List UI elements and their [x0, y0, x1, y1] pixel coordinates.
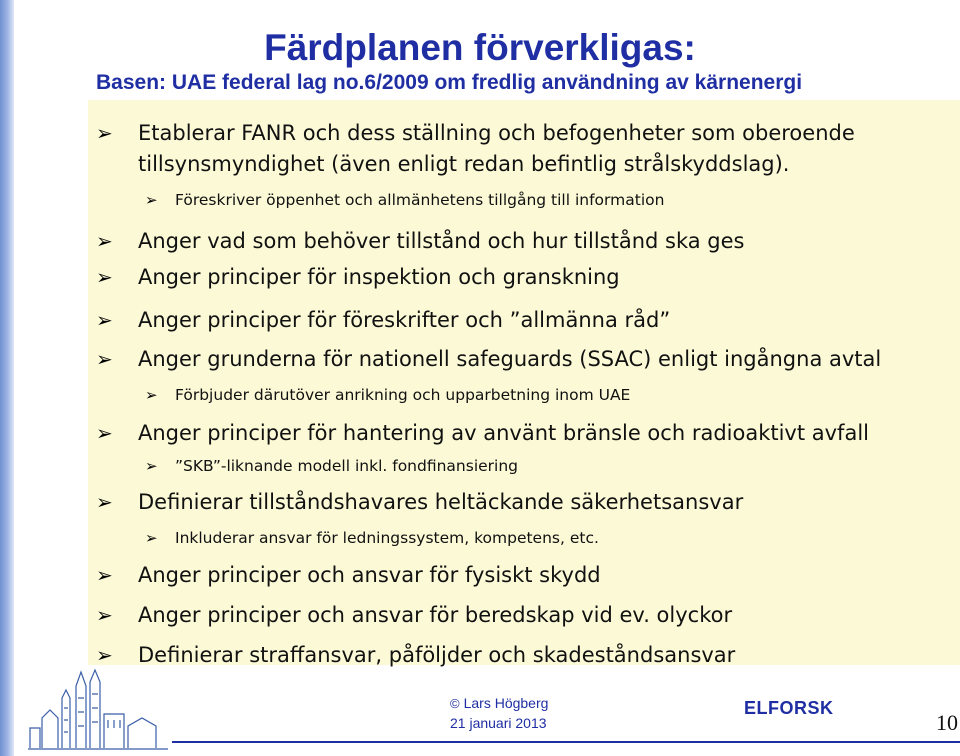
arrow-bullet-icon: ➢	[96, 643, 113, 667]
page-number: 10	[936, 710, 958, 735]
arrow-bullet-icon: ➢	[96, 308, 113, 332]
footer-divider	[172, 741, 960, 743]
bullet-text: Anger principer för föreskrifter och ”allmänna råd”	[138, 308, 671, 332]
bullet-text: Inkluderar ansvar för ledningssystem, kompetens, etc.	[175, 529, 599, 547]
arrow-bullet-icon: ➢	[145, 191, 158, 209]
arrow-bullet-icon: ➢	[96, 563, 113, 587]
arrow-bullet-icon: ➢	[96, 347, 113, 371]
slide-subtitle: Basen: UAE federal lag no.6/2009 om fredlig användning av kärnenergi	[96, 71, 803, 94]
bullet-text: Anger principer och ansvar för fysiskt skydd	[138, 563, 601, 587]
copyright-icon: ©	[450, 696, 460, 711]
bullet-text: Definierar straffansvar, påföljder och skadeståndsansvar	[138, 643, 736, 667]
arrow-bullet-icon: ➢	[96, 490, 113, 514]
bullet-text: Anger vad som behöver tillstånd och hur tillstånd ska ges	[138, 229, 745, 253]
arrow-bullet-icon: ➢	[145, 386, 158, 404]
bullet-text: Definierar tillståndshavares heltäckande säkerhetsansvar	[138, 490, 744, 514]
arrow-bullet-icon: ➢	[96, 603, 113, 627]
footer-author	[450, 695, 548, 711]
author-name: Lars Högberg	[463, 695, 549, 711]
bullet-text: Anger principer och ansvar för beredskap vid ev. olyckor	[138, 603, 733, 627]
bullet-text-line: tillsynsmyndighet (även enligt redan befintlig strålskyddslag).	[138, 152, 790, 176]
arrow-bullet-icon: ➢	[96, 121, 113, 145]
arrow-bullet-icon: ➢	[96, 421, 113, 445]
bullet-text: ”SKB”-liknande modell inkl. fondfinansiering	[175, 457, 519, 475]
brand-logo-text: ELFORSK	[744, 698, 834, 718]
city-skyline-drawing	[28, 668, 168, 752]
bullet-text: Anger grunderna för nationell safeguards (SSAC) enligt ingångna avtal	[138, 347, 882, 371]
arrow-bullet-icon: ➢	[96, 265, 113, 289]
slide-title: Färdplanen förverkligas:	[264, 27, 696, 68]
arrow-bullet-icon: ➢	[96, 229, 113, 253]
bullet-text: Anger principer för hantering av använt bränsle och radioaktivt avfall	[138, 421, 869, 445]
bullet-text: Föreskriver öppenhet och allmänhetens tillgång till information	[175, 191, 665, 209]
bullet-text-line: Etablerar FANR och dess ställning och befogenheter som oberoende	[138, 121, 855, 145]
bullet-text: Förbjuder därutöver anrikning och upparbetning inom UAE	[175, 386, 631, 404]
bullet-text: Anger principer för inspektion och granskning	[138, 265, 620, 289]
footer-date: 21 januari 2013	[450, 715, 547, 731]
arrow-bullet-icon: ➢	[145, 457, 158, 475]
arrow-bullet-icon: ➢	[145, 529, 158, 547]
